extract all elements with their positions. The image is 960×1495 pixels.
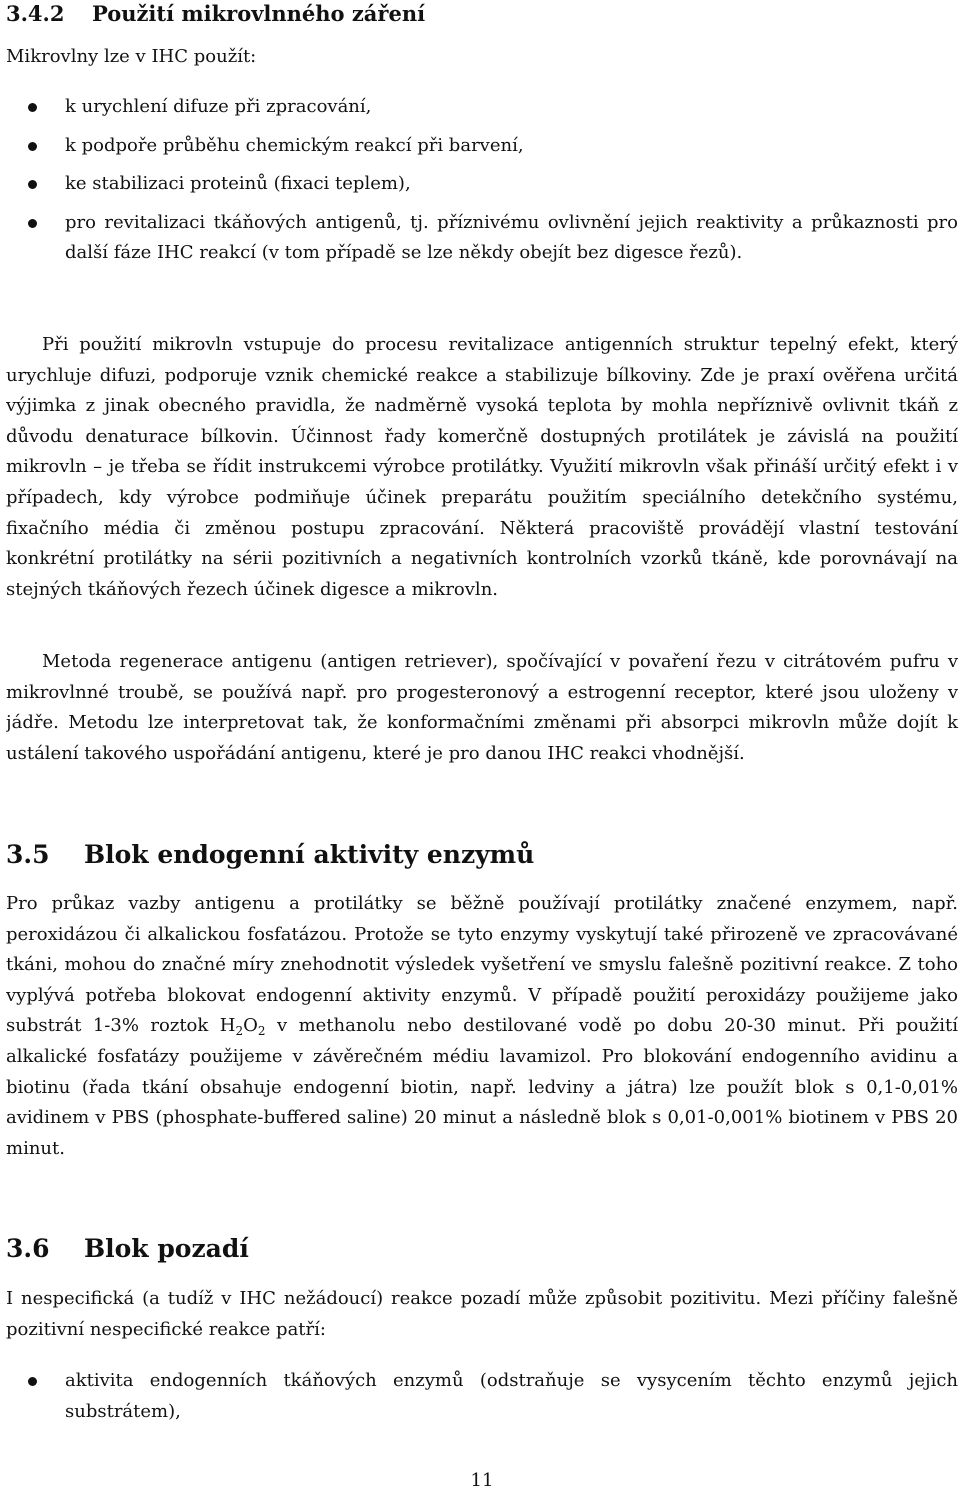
section-heading-3-4-2 bbox=[6, 0, 425, 28]
list-item bbox=[6, 131, 958, 162]
list-item-text: aktivita endogenních tkáňových enzymů (odstraňuje se vysycením těchto enzymů jejich substrátem), bbox=[65, 1370, 958, 1422]
paragraph-microwave-effect: Při použití mikrovln vstupuje do procesu revitalizace antigenních struktur tepelný efekt, který urychluje difuzi, podporuje vznik chemické reakce a stabilizuje bílkoviny. Zde je praxí ověřena určitá výjimka z jinak obecného pravidla, že nadměrně vysoká teplota by mohla nepříznivě ovlivnit tkáň z důvodu denaturace bílkovin. Účinnost řady komerčně dostupných protilátek je závislá na použití mikrovln – je třeba se řídit instrukcemi výrobce protilátky. Využití mikrovln však přináší určitý efekt i v případech, kdy výrobce podmiňuje účinek preparátu použitím speciálního detekčního systému, fixačního média či změnou postupu zpracování. Některá pracoviště provádějí vlastní testování konkrétní protilátky na sérii pozitivních a negativních kontrolních vzorků tkáně, kde porovnávají na stejných tkáňových řezech účinek digesce a mikrovln. bbox=[6, 334, 958, 600]
list-item-text: k podpoře průběhu chemickým reakcí při barvení, bbox=[65, 134, 524, 156]
section-heading-3-6 bbox=[6, 1232, 249, 1266]
list-item bbox=[6, 1366, 958, 1427]
list-item bbox=[6, 92, 958, 123]
list-item bbox=[6, 169, 958, 200]
section-number: 3.6 bbox=[6, 1234, 50, 1263]
formula-element: H bbox=[219, 1015, 236, 1037]
section-number: 3.4.2 bbox=[6, 1, 65, 26]
paragraph-text: Pro průkaz vazby antigenu a protilátky se běžně používají protilátky značené enzymem, např. peroxidázou či alkalickou fosfatázou. Protože se tyto enzymy vyskytují také přirozeně ve zpracovávané tkáni, mohou do značné míry znehodnotit výsledek vyšetření ve smyslu falešně pozitivní reakce. Z toho vyplývá potřeba blokovat endogenní aktivity enzymů. V případě použití peroxidázy použijeme jako substrát 1-3% roztok bbox=[6, 893, 958, 1037]
list-item-text: ke stabilizaci proteinů (fixaci teplem), bbox=[65, 173, 411, 195]
document-page bbox=[6, 0, 960, 1495]
section-title: Blok pozadí bbox=[84, 1234, 249, 1263]
paragraph-background: I nespecifická (a tudíž v IHC nežádoucí) reakce pozadí může způsobit pozitivitu. Mezi příčiny falešně pozitivní nespecifické reakce patří: bbox=[6, 1288, 958, 1340]
list-item-text: pro revitalizaci tkáňových antigenů, tj. příznivému ovlivnění jejich reaktivity a průkaznosti pro další fáze IHC reakcí (v tom případě se lze někdy obejít bez digesce řezů). bbox=[65, 211, 958, 264]
section-heading-3-5 bbox=[6, 838, 534, 872]
formula-element: O bbox=[243, 1015, 258, 1037]
section-title: Použití mikrovlnného záření bbox=[92, 1, 426, 26]
false-positive-causes-list bbox=[6, 1366, 958, 1427]
chemical-formula bbox=[219, 1015, 266, 1039]
section-number: 3.5 bbox=[6, 840, 50, 869]
section-title: Blok endogenní aktivity enzymů bbox=[84, 840, 535, 869]
list-item bbox=[6, 208, 958, 269]
list-item-text: k urychlení difuze při zpracování, bbox=[65, 96, 372, 117]
formula-subscript: 2 bbox=[257, 1024, 266, 1039]
page-number: 11 bbox=[470, 1470, 494, 1491]
bullet-icon bbox=[28, 180, 37, 189]
microwave-uses-list bbox=[6, 92, 958, 269]
bullet-icon bbox=[28, 103, 37, 112]
intro-paragraph: Mikrovlny lze v IHC použít: bbox=[6, 46, 257, 67]
bullet-icon bbox=[28, 142, 37, 151]
bullet-icon bbox=[28, 219, 37, 228]
paragraph-antigen-retrieval: Metoda regenerace antigenu (antigen retriever), spočívající v povaření řezu v citrátovém pufru v mikrovlnné troubě, se používá např. pro progesteronový a estrogenní receptor, které jsou uloženy v jádře. Metodu lze interpretovat tak, že konformačními změnami při absorpci mikrovln může dojít k ustálení takového uspořádání antigenu, které je pro danou IHC reakci vhodnější. bbox=[6, 651, 958, 764]
formula-subscript: 2 bbox=[235, 1024, 244, 1039]
paragraph-text: v methanolu nebo destilované vodě po dobu 20-30 minut. Při použití alkalické fosfatázy použijeme v závěrečném médiu lavamizol. Pro blokování endogenního avidinu a biotinu (řada tkání obsahuje endogenní biotin, např. ledviny a játra) lze použít blok s 0,1-0,01% avidinem v PBS (phosphate-buffered saline) 20 minut a následně blok s 0,01-0,001% biotinem v PBS 20 minut. bbox=[6, 1015, 958, 1159]
paragraph-enzyme-block bbox=[6, 889, 958, 1164]
bullet-icon bbox=[28, 1377, 37, 1386]
